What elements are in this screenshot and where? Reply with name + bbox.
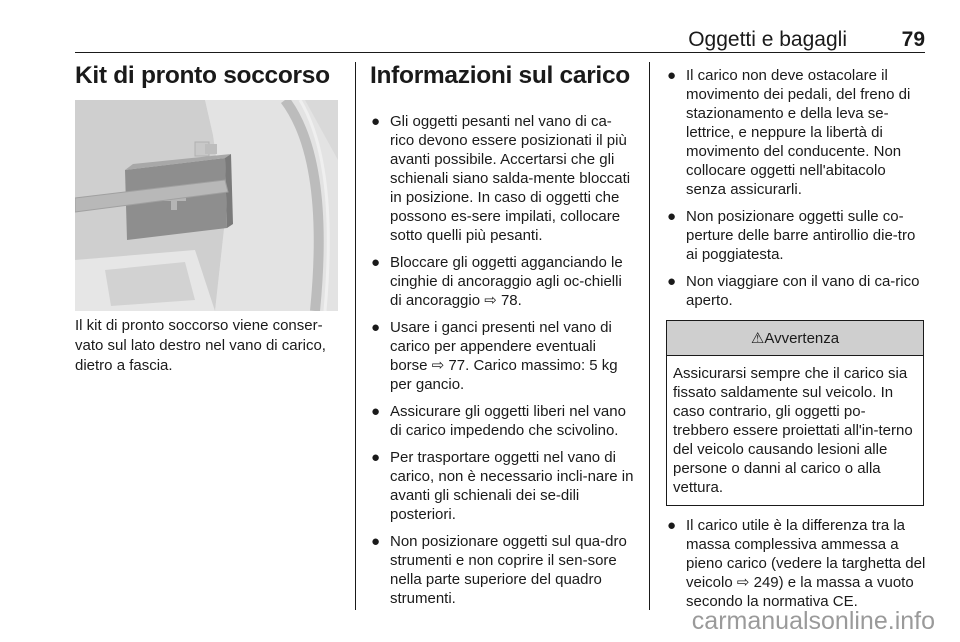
bullet-icon: ● bbox=[667, 273, 677, 290]
header-rule bbox=[75, 52, 925, 53]
list-item: ● Assicurare gli oggetti liberi nel vano di carico impedendo che scivolino. bbox=[371, 403, 626, 439]
page-number: 79 bbox=[901, 28, 925, 51]
first-aid-section bbox=[75, 62, 343, 374]
warning-text: Assicurarsi sempre che il carico sia fissato saldamente sul veicolo. In caso contrario, gli oggetti po-trebbero essere proiettati all'in-terno del veicolo causando lesioni alle persone o danni al carico o alla vettura. bbox=[673, 365, 913, 496]
list-item: ● Per trasportare oggetti nel vano di carico, non è necessario incli-nare in avanti gli schienali dei se-dili posteriori. bbox=[371, 449, 634, 523]
first-aid-heading: Kit di pronto soccorso bbox=[75, 62, 330, 89]
cargo-section-continued bbox=[666, 66, 928, 619]
cargo-list-continued bbox=[666, 66, 928, 310]
list-item: ● Il carico non deve ostacolare il movimento dei pedali, del freno di stazionamento e della leva se-lettrice, e neppure la libertà di movimento del conducente. Non collocare oggetti nell'abitacolo senza assicurarli. bbox=[667, 67, 911, 198]
bullet-icon: ● bbox=[667, 517, 677, 534]
list-item: ● Non posizionare oggetti sulle co-perture delle barre antirollio die-tro ai poggiatesta. bbox=[667, 208, 916, 263]
list-item: ● Il carico utile è la differenza tra la massa complessiva ammessa a pieno carico (vedere la targhetta del veicolo ⇨ 249) e la massa a vuoto secondo la normativa CE. bbox=[667, 517, 926, 610]
list-item: ● Usare i ganci presenti nel vano di carico per appendere eventuali borse ⇨ 77. Carico massimo: 5 kg per gancio. bbox=[371, 319, 618, 393]
bullet-icon: ● bbox=[371, 113, 381, 130]
first-aid-kit-photo bbox=[75, 100, 338, 311]
bullet-icon: ● bbox=[371, 533, 381, 550]
bullet-icon: ● bbox=[371, 254, 381, 271]
bullet-icon: ● bbox=[371, 319, 381, 336]
column-divider-2 bbox=[649, 62, 650, 610]
bullet-icon: ● bbox=[667, 67, 677, 84]
first-aid-text: Il kit di pronto soccorso viene conser-vato sul lato destro nel vano di carico, dietro a fascia. bbox=[75, 317, 326, 374]
cargo-heading: Informazioni sul carico bbox=[370, 62, 630, 89]
cargo-list-final bbox=[666, 516, 928, 611]
cargo-section bbox=[370, 62, 635, 616]
column-divider-1 bbox=[355, 62, 356, 610]
warning-box bbox=[666, 320, 924, 506]
list-item: ● Non posizionare oggetti sul qua-dro strumenti e non coprire il sen-sore nella parte superiore del quadro strumenti. bbox=[371, 533, 627, 607]
list-item: ● Bloccare gli oggetti agganciando le cinghie di ancoraggio agli oc-chielli di ancoraggio ⇨ 78. bbox=[371, 254, 623, 309]
cargo-list bbox=[370, 112, 635, 608]
header-title: Oggetti e bagagli bbox=[688, 28, 847, 51]
list-item: ● Gli oggetti pesanti nel vano di ca-rico devono essere posizionati il più avanti possibile. Accertarsi che gli schienali siano salda-mente bloccati in posizione. In caso di oggetti che possono es-sere impilati, collocare sotto quelli più pesanti. bbox=[371, 113, 631, 244]
bullet-icon: ● bbox=[667, 208, 677, 225]
watermark: carmanualsonline.info bbox=[691, 607, 935, 635]
bullet-icon: ● bbox=[371, 403, 381, 420]
warning-title: ⚠Avvertenza bbox=[667, 321, 923, 356]
list-item: ● Non viaggiare con il vano di ca-rico aperto. bbox=[667, 273, 920, 309]
page-header bbox=[75, 28, 925, 52]
bullet-icon: ● bbox=[371, 449, 381, 466]
